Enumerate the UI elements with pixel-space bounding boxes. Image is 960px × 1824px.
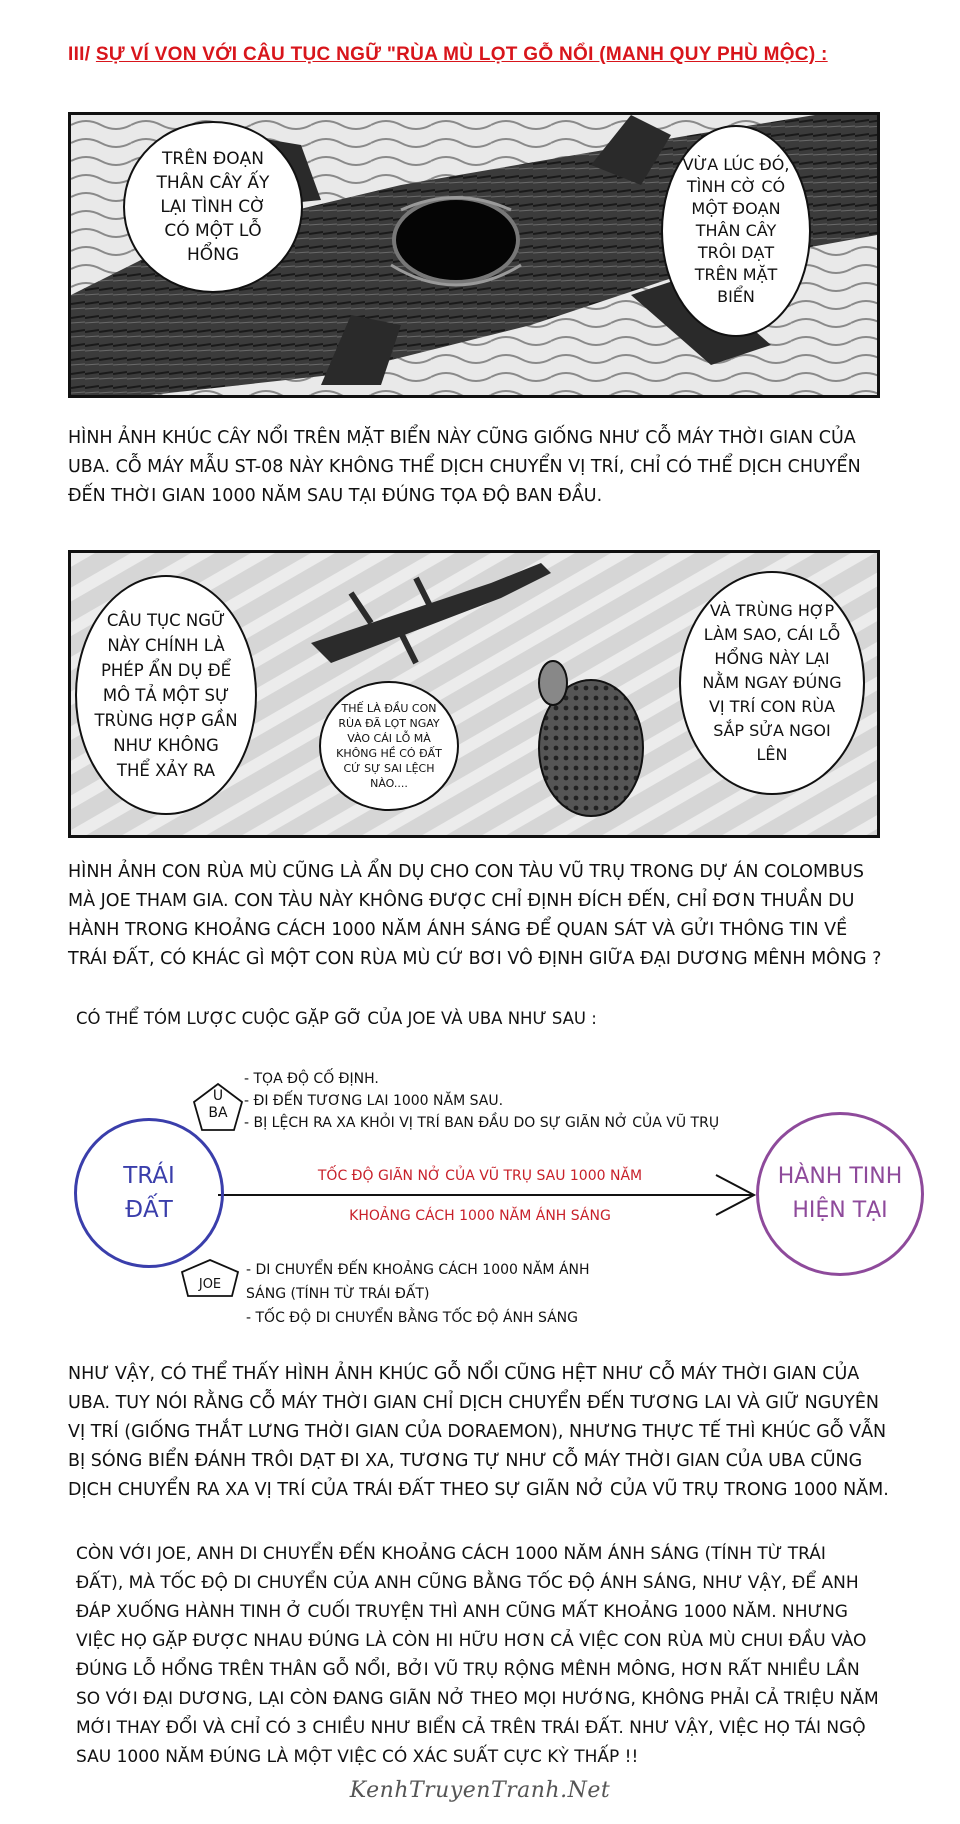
paragraph-4: CÒN VỚI JOE, ANH DI CHUYỂN ĐẾN KHOẢNG CÁCH 1000 NĂM ÁNH SÁNG (TÍNH TỪ TRÁI ĐẤT), MÀ TỐC ĐỘ DI CHUYỂN CỦA ANH CŨNG BẰNG TỐC ĐỘ ÁNH SÁNG, NHƯ VẬY, ĐỂ ANH ĐÁP XUỐNG HÀNH TINH Ở CUỐI TRUYỆN THÌ ANH CŨNG MẤT KHOẢNG 1000 NĂM. NHƯNG VIỆC HỌ GẶP ĐƯỢC NHAU ĐÚNG LÀ CÒN HI HỮU HƠN CẢ VIỆC CON RÙA MÙ CHUI ĐẦU VÀO ĐÚNG LỖ HỔNG TRÊN THÂN GỖ NỔI, BỞI VŨ TRỤ RỘNG MÊNH MÔNG, HƠN RẤT NHIỀU LẦN SO VỚI ĐẠI DƯƠNG, LẠI CÒN ĐANG GIÃN NỞ THEO MỌI HƯỚNG, KHÔNG PHẢI CẢ TRIỆU NĂM MỚI THAY ĐỔI VÀ CHỈ CÓ 3 CHIỀU NHƯ BIỂN CẢ TRÊN TRÁI ĐẤT. NHƯ VẬY, VIỆC HỌ TÁI NGỘ SAU 1000 NĂM ĐÚNG LÀ MỘT VIỆC CÓ XÁC SUẤT CỰC KỲ THẤP !! (76, 1544, 879, 1767)
speech-bubble-left: TRÊN ĐOẠN THÂN CÂY ẤY LẠI TÌNH CỜ CÓ MỘT LỖ HỔNG (123, 121, 303, 293)
speech-bubble-right: VỪA LÚC ĐÓ, TÌNH CỜ CÓ MỘT ĐOẠN THÂN CÂY TRÔI DẠT TRÊN MẶT BIỂN (661, 125, 811, 337)
paragraph-2: HÌNH ẢNH CON RÙA MÙ CŨNG LÀ ẨN DỤ CHO CON TÀU VŨ TRỤ TRONG DỰ ÁN COLOMBUS MÀ JOE THAM GIA. CON TÀU NÀY KHÔNG ĐƯỢC CHỈ ĐỊNH ĐÍCH ĐẾN, CHỈ ĐƠN THUẦN DU HÀNH TRONG KHOẢNG CÁCH 1000 NĂM ÁNH SÁNG ĐỂ QUAN SÁT VÀ GỬI THÔNG TIN VỀ TRÁI ĐẤT, CÓ KHÁC GÌ MỘT CON RÙA MÙ CỨ BƠI VÔ ĐỊNH GIỮA ĐẠI DƯƠNG MÊNH MÔNG ? (68, 862, 882, 969)
joe-note: - DI CHUYỂN ĐẾN KHOẢNG CÁCH 1000 NĂM ÁNH (246, 1262, 590, 1278)
summary-intro: CÓ THỂ TÓM LƯỢC CUỘC GẶP GỠ CỦA JOE VÀ UBA NHƯ SAU : (76, 1009, 597, 1028)
speech-bubble-right: VÀ TRÙNG HỢP LÀM SAO, CÁI LỖ HỔNG NÀY LẠI NẰM NGAY ĐÚNG VỊ TRÍ CON RÙA SẮP SỬA NGOI LÊN (679, 571, 865, 795)
heading-prefix: III/ (68, 44, 96, 65)
speech-bubble-left: CÂU TỤC NGỮ NÀY CHÍNH LÀ PHÉP ẨN DỤ ĐỂ MÔ TẢ MỘT SỰ TRÙNG HỢP GẦN NHƯ KHÔNG THỂ XẢY RA (75, 575, 257, 815)
joe-label: JOE (198, 1277, 222, 1292)
earth-label: TRÁI ĐẤT (123, 1163, 175, 1223)
uba-note: - TỌA ĐỘ CỐ ĐỊNH. (244, 1071, 379, 1087)
journey-diagram (0, 1060, 960, 1340)
turtle-head (539, 661, 567, 705)
paragraph-1: HÌNH ẢNH KHÚC CÂY NỔI TRÊN MẶT BIỂN NÀY CŨNG GIỐNG NHƯ CỖ MÁY THỜI GIAN CỦA UBA. CỖ MÁY MẪU ST-08 NÀY KHÔNG THỂ DỊCH CHUYỂN VỊ TRÍ, CHỈ CÓ THỂ DỊCH CHUYỂN ĐẾN THỜI GIAN 1000 NĂM SAU TẠI ĐÚNG TỌA ĐỘ BAN ĐẦU. (68, 428, 861, 506)
joe-note: SÁNG (TÍNH TỪ TRÁI ĐẤT) (246, 1286, 430, 1302)
earth-circle (74, 1118, 224, 1268)
site-watermark: KenhTruyenTranh.Net (349, 1778, 611, 1803)
uba-note: - ĐI ĐẾN TƯƠNG LAI 1000 NĂM SAU. (244, 1093, 504, 1109)
manga-panel-log (68, 112, 880, 398)
planet-label: HÀNH TINH HIỆN TẠI (777, 1164, 903, 1223)
arrow-label-top: TỐC ĐỘ GIÃN NỞ CỦA VŨ TRỤ SAU 1000 NĂM (317, 1168, 643, 1184)
heading-title: SỰ VÍ VON VỚI CÂU TỤC NGỮ "RÙA MÙ LỌT GỖ NỔI (MANH QUY PHÙ MỘC) : (95, 44, 828, 65)
paragraph-3: NHƯ VẬY, CÓ THỂ THẤY HÌNH ẢNH KHÚC GỖ NỔI CŨNG HỆT NHƯ CỖ MÁY THỜI GIAN CỦA UBA. TUY NÓI RẰNG CỖ MÁY THỜI GIAN CHỈ DỊCH CHUYỂN ĐẾN TƯƠNG LAI VÀ GIỮ NGUYÊN VỊ TRÍ (GIỐNG THẮT LƯNG THỜI GIAN CỦA DORAEMON), NHƯNG THỰC TẾ THÌ KHÚC GỖ VẪN BỊ SÓNG BIỂN ĐÁNH TRÔI DẠT ĐI XA, TƯƠNG TỰ NHƯ CỖ MÁY THỜI GIAN CỦA UBA CŨNG DỊCH CHUYỂN RA XA VỊ TRÍ CỦA TRÁI ĐẤT THEO SỰ GIÃN NỞ CỦA VŨ TRỤ TRONG 1000 NĂM. (68, 1364, 889, 1500)
joe-note: - TỐC ĐỘ DI CHUYỂN BẰNG TỐC ĐỘ ÁNH SÁNG (246, 1310, 578, 1326)
uba-label: U BA (208, 1088, 228, 1121)
manga-panel-turtle (68, 550, 880, 838)
uba-note: - BỊ LỆCH RA XA KHỎI VỊ TRÍ BAN ĐẦU DO SỰ GIÃN NỞ CỦA VŨ TRỤ (244, 1115, 720, 1131)
section-heading (68, 44, 928, 66)
log-hole (394, 198, 518, 282)
uba-notes (244, 1068, 719, 1134)
arrow-label-bottom: KHOẢNG CÁCH 1000 NĂM ÁNH SÁNG (349, 1208, 611, 1224)
speech-bubble-middle: THẾ LÀ ĐẦU CON RÙA ĐÃ LỌT NGAY VÀO CÁI LỖ MÀ KHÔNG HỀ CÓ ĐẤT CỨ SỰ SAI LỆCH NÀO.... (319, 681, 459, 811)
joe-notes (246, 1258, 590, 1330)
planet-circle (756, 1112, 924, 1276)
